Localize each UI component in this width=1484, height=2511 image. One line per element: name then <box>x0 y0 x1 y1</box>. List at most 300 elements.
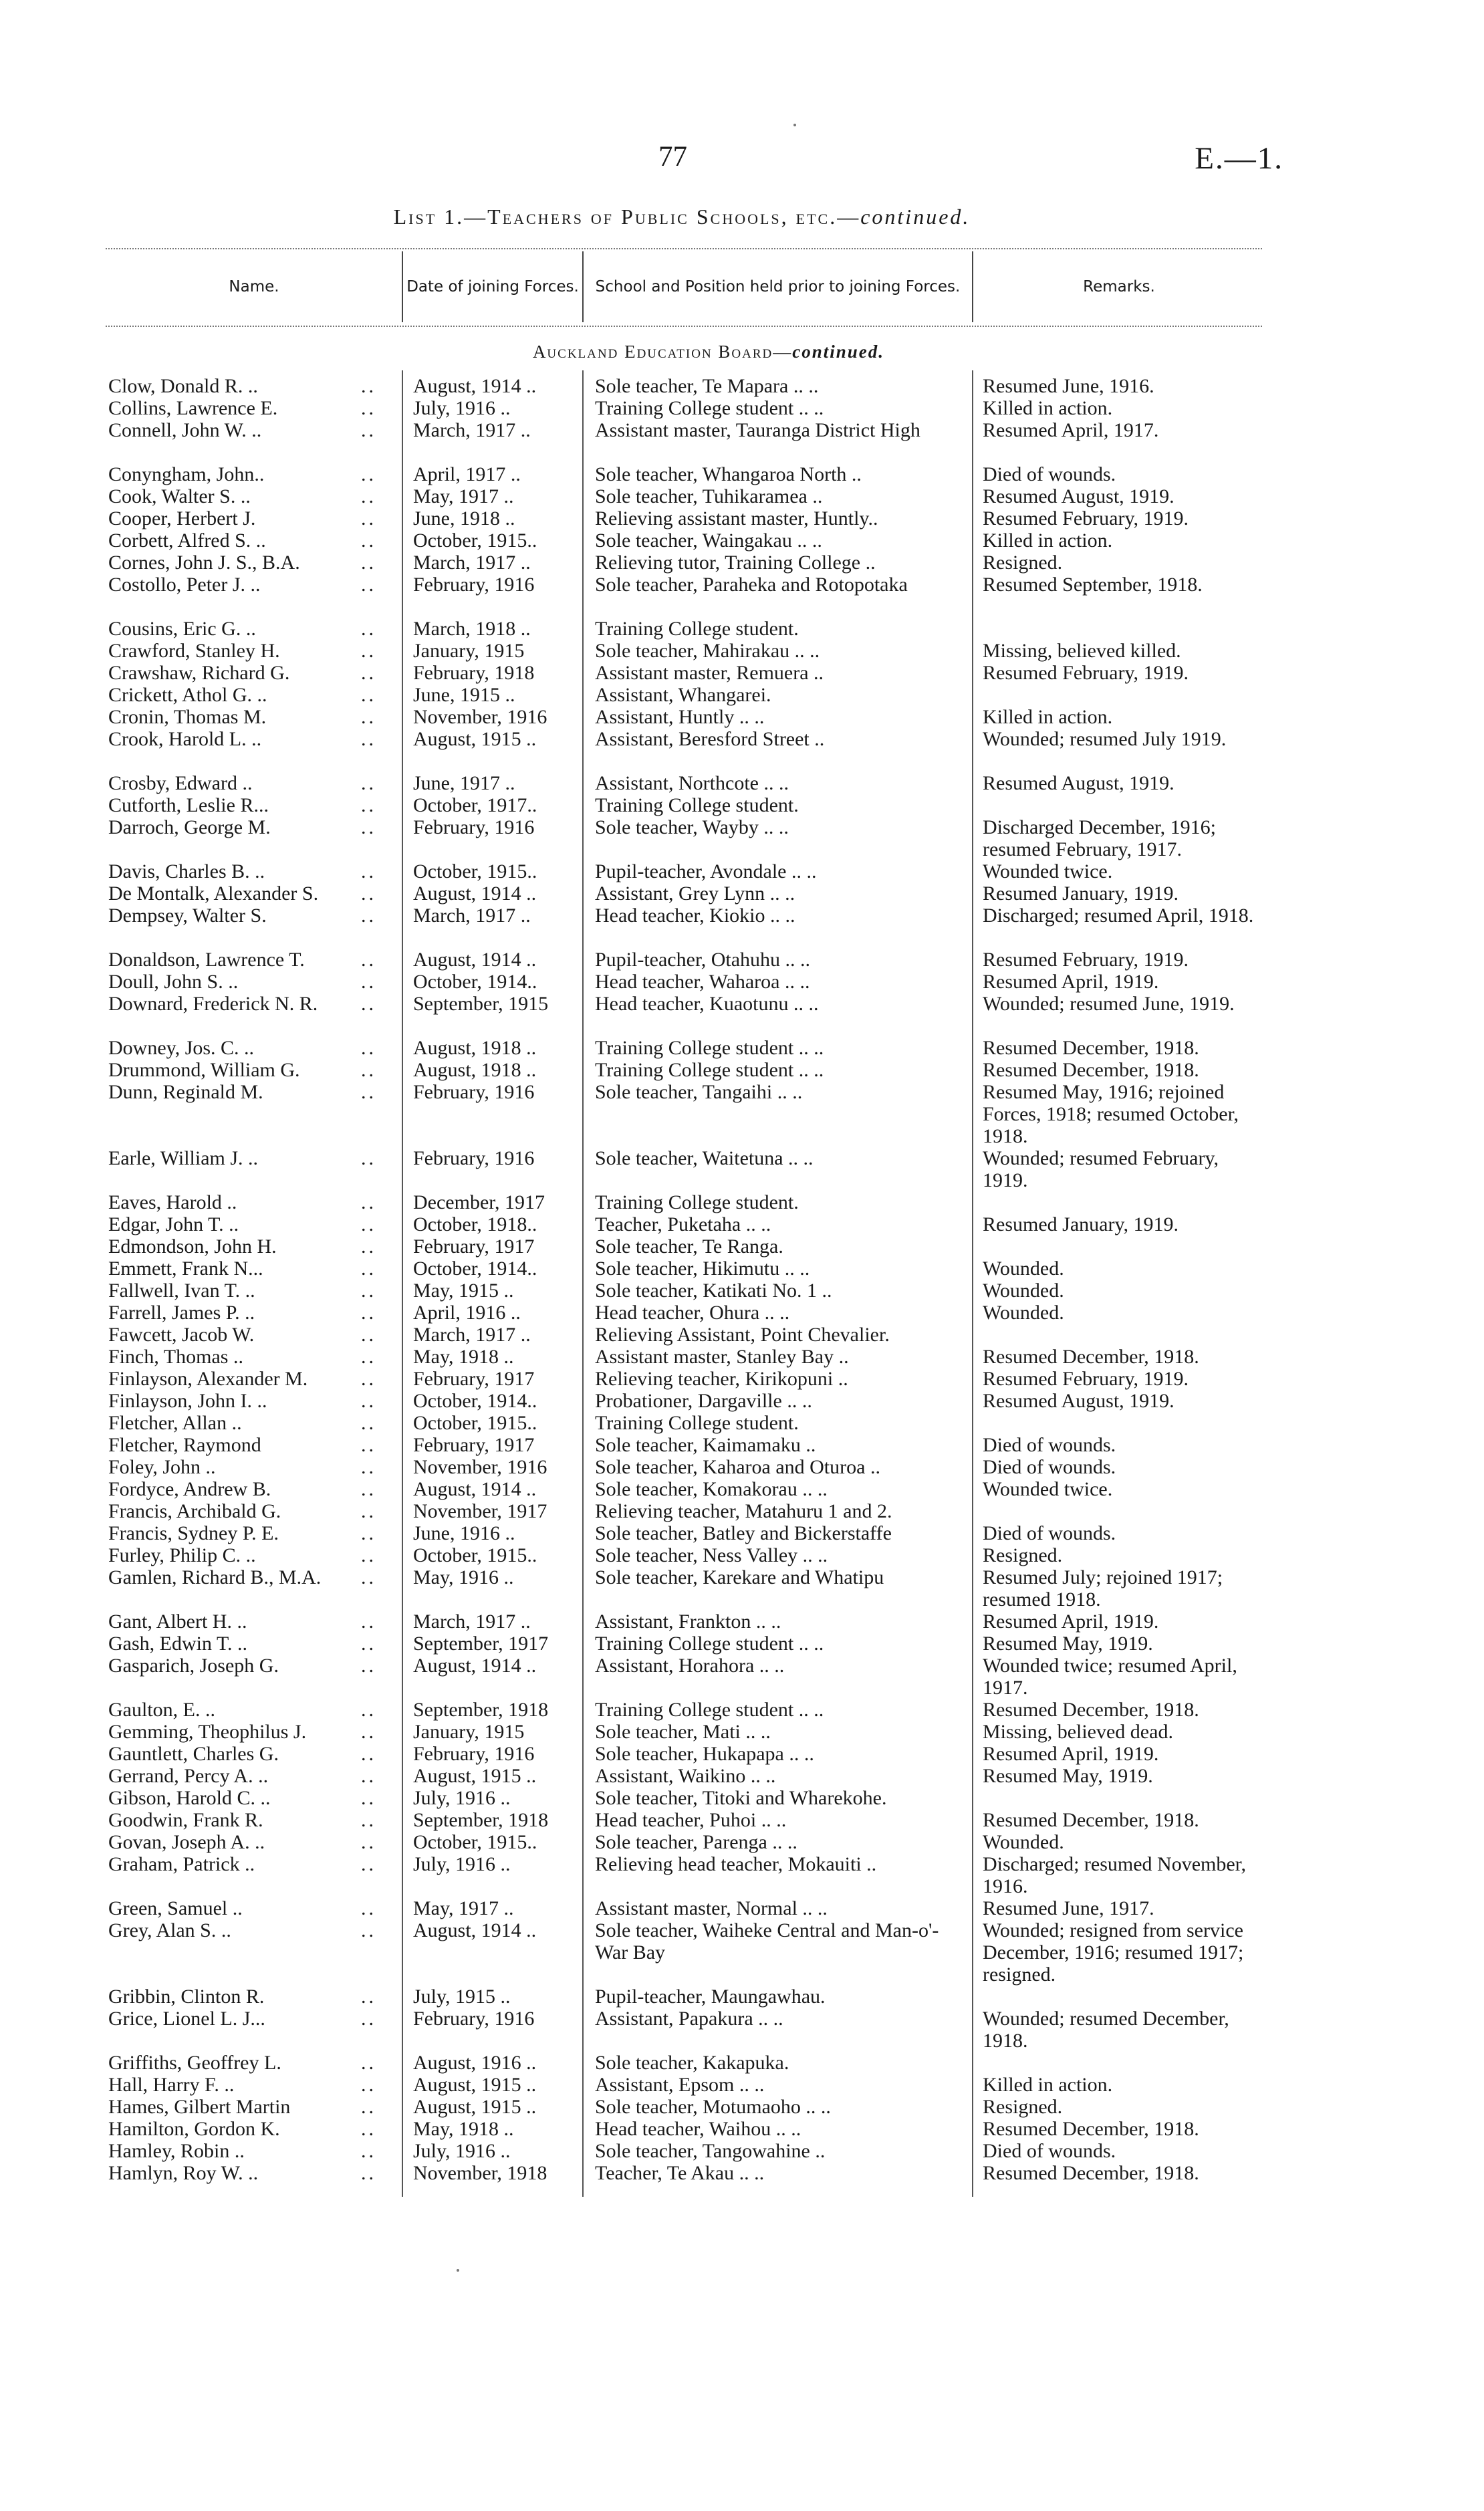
section-heading-text: Auckland Education Board— <box>532 342 793 362</box>
row-name: Gaulton, E. .. <box>108 1699 215 1721</box>
row-name: Davis, Charles B. .. <box>108 860 265 882</box>
row-school: Probationer, Dargaville .. .. <box>595 1390 812 1412</box>
row-date: September, 1915 <box>413 993 549 1015</box>
row-school: Sole teacher, Mati .. .. <box>595 1721 771 1743</box>
row-remarks: Resumed June, 1917. <box>983 1897 1154 1919</box>
row-leader: .. <box>361 1235 376 1258</box>
row-leader: .. <box>361 971 376 993</box>
row-date: September, 1917 <box>413 1633 549 1655</box>
row-leader: .. <box>361 1655 376 1677</box>
row-school: Teacher, Puketaha .. .. <box>595 1213 771 1235</box>
row-date: October, 1915.. <box>413 1412 537 1434</box>
row-leader: .. <box>361 1986 376 2008</box>
row-remarks: Wounded twice; resumed April, 1917. <box>983 1655 1237 1699</box>
row-leader: .. <box>361 2074 376 2096</box>
row-remarks: Wounded; resumed June, 1919. <box>983 993 1235 1015</box>
row-name: Doull, John S. .. <box>108 971 239 993</box>
row-school: Training College student .. .. <box>595 1059 824 1081</box>
row-leader: .. <box>361 1037 376 1059</box>
row-name: Hames, Gilbert Martin <box>108 2096 291 2118</box>
row-leader: .. <box>361 1610 376 1633</box>
row-date: March, 1917 .. <box>413 1610 531 1633</box>
row-name: Hamilton, Gordon K. <box>108 2118 280 2140</box>
row-name: Francis, Archibald G. <box>108 1500 281 1522</box>
row-leader: .. <box>361 2052 376 2074</box>
row-remarks: Resumed May, 1916; rejoined Forces, 1918; resumed October, 1918. <box>983 1081 1239 1147</box>
row-school: Assistant, Whangarei. <box>595 684 771 706</box>
row-name: Collins, Lawrence E. <box>108 397 278 419</box>
row-school: Relieving Assistant, Point Chevalier. <box>595 1324 890 1346</box>
row-name: Gasparich, Joseph G. <box>108 1655 279 1677</box>
row-school: Sole teacher, Waingakau .. .. <box>595 529 822 552</box>
row-remarks: Resumed May, 1919. <box>983 1765 1153 1787</box>
row-date: April, 1917 .. <box>413 463 521 485</box>
row-school: Assistant, Grey Lynn .. .. <box>595 882 795 905</box>
row-leader: .. <box>361 1544 376 1566</box>
row-school: Assistant, Huntly .. .. <box>595 706 765 728</box>
row-school: Training College student. <box>595 1191 799 1213</box>
row-school: Relieving tutor, Training College .. <box>595 552 876 574</box>
row-remarks: Missing, believed killed. <box>983 640 1181 662</box>
row-name: Griffiths, Geoffrey L. <box>108 2052 281 2074</box>
row-leader: .. <box>361 640 376 662</box>
row-date: April, 1916 .. <box>413 1302 521 1324</box>
row-school: Relieving teacher, Kirikopuni .. <box>595 1368 848 1390</box>
row-name: Furley, Philip C. .. <box>108 1544 256 1566</box>
document-reference: E.—1. <box>1195 141 1283 176</box>
row-remarks: Wounded twice. <box>983 1478 1113 1500</box>
row-date: March, 1917 .. <box>413 552 531 574</box>
row-leader: .. <box>361 2118 376 2140</box>
row-name: Grice, Lionel L. J... <box>108 2008 265 2030</box>
row-school: Head teacher, Ohura .. .. <box>595 1302 790 1324</box>
row-name: Francis, Sydney P. E. <box>108 1522 279 1544</box>
row-date: August, 1914 .. <box>413 1655 537 1677</box>
row-date: February, 1917 <box>413 1434 535 1456</box>
row-date: May, 1917 .. <box>413 1897 514 1919</box>
row-school: Sole teacher, Mahirakau .. .. <box>595 640 820 662</box>
row-leader: .. <box>361 2008 376 2030</box>
row-remarks: Died of wounds. <box>983 1522 1116 1544</box>
row-remarks: Died of wounds. <box>983 463 1116 485</box>
row-name: Foley, John .. <box>108 1456 216 1478</box>
row-leader: .. <box>361 419 376 441</box>
row-leader: .. <box>361 1081 376 1103</box>
row-date: August, 1914 .. <box>413 882 537 905</box>
row-leader: .. <box>361 1721 376 1743</box>
row-name: Crook, Harold L. .. <box>108 728 262 750</box>
row-remarks: Resumed January, 1919. <box>983 882 1179 905</box>
row-school: Sole teacher, Waiheke Central and Man-o'-War Bay <box>595 1919 939 1963</box>
row-date: October, 1915.. <box>413 1544 537 1566</box>
row-leader: .. <box>361 397 376 419</box>
row-school: Sole teacher, Kaharoa and Oturoa .. <box>595 1456 880 1478</box>
row-name: Downard, Frederick N. R. <box>108 993 318 1015</box>
row-leader: .. <box>361 1434 376 1456</box>
row-school: Sole teacher, Komakorau .. .. <box>595 1478 828 1500</box>
row-name: Fletcher, Raymond <box>108 1434 261 1456</box>
row-date: October, 1918.. <box>413 1213 537 1235</box>
row-name: Cronin, Thomas M. <box>108 706 267 728</box>
row-remarks: Resumed February, 1919. <box>983 949 1189 971</box>
row-school: Sole teacher, Katikati No. 1 .. <box>595 1280 832 1302</box>
column-header-date: Date of joining Forces. <box>406 277 579 295</box>
row-name: Crosby, Edward .. <box>108 772 253 794</box>
row-date: July, 1916 .. <box>413 2140 511 2162</box>
row-leader: .. <box>361 728 376 750</box>
row-name: Fletcher, Allan .. <box>108 1412 242 1434</box>
row-remarks: Resigned. <box>983 1544 1063 1566</box>
row-date: July, 1916 .. <box>413 397 511 419</box>
row-remarks: Resumed December, 1918. <box>983 1059 1199 1081</box>
row-name: Green, Samuel .. <box>108 1897 243 1919</box>
row-date: March, 1918 .. <box>413 618 531 640</box>
row-name: Edgar, John T. .. <box>108 1213 239 1235</box>
row-school: Head teacher, Puhoi .. .. <box>595 1809 787 1831</box>
row-remarks: Wounded. <box>983 1831 1064 1853</box>
row-remarks: Wounded; resumed December, 1918. <box>983 2008 1229 2052</box>
row-remarks: Killed in action. <box>983 397 1113 419</box>
row-leader: .. <box>361 1633 376 1655</box>
row-leader: .. <box>361 1213 376 1235</box>
row-name: Graham, Patrick .. <box>108 1853 255 1875</box>
row-leader: .. <box>361 993 376 1015</box>
row-name: Drummond, William G. <box>108 1059 300 1081</box>
row-name: Cornes, John J. S., B.A. <box>108 552 300 574</box>
row-date: January, 1915 <box>413 1721 525 1743</box>
row-name: Farrell, James P. .. <box>108 1302 255 1324</box>
row-leader: .. <box>361 485 376 507</box>
row-remarks: Resumed December, 1918. <box>983 1346 1199 1368</box>
row-date: August, 1918 .. <box>413 1059 537 1081</box>
row-school: Assistant, Papakura .. .. <box>595 2008 783 2030</box>
row-date: August, 1914 .. <box>413 1478 537 1500</box>
row-leader: .. <box>361 1368 376 1390</box>
row-name: Darroch, George M. <box>108 816 271 838</box>
row-name: Donaldson, Lawrence T. <box>108 949 305 971</box>
row-date: November, 1917 <box>413 1500 547 1522</box>
row-school: Sole teacher, Tuhikaramea .. <box>595 485 823 507</box>
row-remarks: Wounded. <box>983 1302 1064 1324</box>
row-remarks: Resigned. <box>983 2096 1063 2118</box>
row-name: Corbett, Alfred S. .. <box>108 529 266 552</box>
list-title-text: List 1.—Teachers of Public Schools, etc.— <box>393 205 861 229</box>
row-leader: .. <box>361 772 376 794</box>
row-school: Head teacher, Waihou .. .. <box>595 2118 801 2140</box>
row-remarks: Resumed June, 1916. <box>983 375 1154 397</box>
row-school: Sole teacher, Tangowahine .. <box>595 2140 826 2162</box>
row-name: Goodwin, Frank R. <box>108 1809 263 1831</box>
row-date: February, 1916 <box>413 816 535 838</box>
row-school: Training College student. <box>595 1412 799 1434</box>
row-name: Cutforth, Leslie R... <box>108 794 269 816</box>
row-school: Assistant master, Stanley Bay .. <box>595 1346 849 1368</box>
row-leader: .. <box>361 529 376 552</box>
row-leader: .. <box>361 1390 376 1412</box>
row-school: Assistant, Beresford Street .. <box>595 728 825 750</box>
row-leader: .. <box>361 1787 376 1809</box>
row-date: August, 1915 .. <box>413 728 537 750</box>
row-remarks: Resumed August, 1919. <box>983 772 1174 794</box>
row-date: August, 1914 .. <box>413 949 537 971</box>
row-school: Sole teacher, Kakapuka. <box>595 2052 789 2074</box>
row-date: August, 1915 .. <box>413 1765 537 1787</box>
row-school: Training College student. <box>595 618 799 640</box>
row-date: June, 1918 .. <box>413 507 515 529</box>
row-date: June, 1917 .. <box>413 772 515 794</box>
row-date: October, 1914.. <box>413 1390 537 1412</box>
row-date: August, 1914 .. <box>413 1919 537 1941</box>
row-leader: .. <box>361 949 376 971</box>
row-remarks: Resumed July; rejoined 1917; resumed 1918. <box>983 1566 1223 1610</box>
row-name: Hamlyn, Roy W. .. <box>108 2162 259 2184</box>
row-name: Dempsey, Walter S. <box>108 905 267 927</box>
row-school: Sole teacher, Whangaroa North .. <box>595 463 862 485</box>
row-school: Pupil-teacher, Otahuhu .. .. <box>595 949 811 971</box>
row-leader: .. <box>361 2096 376 2118</box>
row-leader: .. <box>361 1853 376 1875</box>
row-name: Cooper, Herbert J. <box>108 507 256 529</box>
row-remarks: Died of wounds. <box>983 2140 1116 2162</box>
row-remarks: Wounded; resumed February, 1919. <box>983 1147 1219 1191</box>
row-leader: .. <box>361 662 376 684</box>
row-remarks: Resumed April, 1919. <box>983 1743 1159 1765</box>
row-name: Finlayson, John I. .. <box>108 1390 267 1412</box>
row-leader: .. <box>361 1699 376 1721</box>
row-leader: .. <box>361 463 376 485</box>
row-school: Training College student .. .. <box>595 1037 824 1059</box>
row-name: Crawshaw, Richard G. <box>108 662 290 684</box>
row-name: Fordyce, Andrew B. <box>108 1478 271 1500</box>
row-school: Sole teacher, Tangaihi .. .. <box>595 1081 803 1103</box>
row-leader: .. <box>361 1324 376 1346</box>
row-name: Gauntlett, Charles G. <box>108 1743 279 1765</box>
row-school: Sole teacher, Te Ranga. <box>595 1235 783 1258</box>
row-remarks: Resumed February, 1919. <box>983 1368 1189 1390</box>
row-remarks: Resumed April, 1919. <box>983 971 1159 993</box>
row-leader: .. <box>361 1743 376 1765</box>
row-name: Costollo, Peter J. .. <box>108 574 261 596</box>
row-school: Sole teacher, Waitetuna .. .. <box>595 1147 814 1169</box>
row-date: March, 1917 .. <box>413 1324 531 1346</box>
row-name: Grey, Alan S. .. <box>108 1919 231 1941</box>
row-name: Gemming, Theophilus J. <box>108 1721 307 1743</box>
row-remarks: Discharged; resumed November, 1916. <box>983 1853 1246 1897</box>
row-remarks: Resumed April, 1917. <box>983 419 1159 441</box>
row-date: December, 1917 <box>413 1191 545 1213</box>
row-name: Gerrand, Percy A. .. <box>108 1765 269 1787</box>
row-date: February, 1918 <box>413 662 535 684</box>
row-date: February, 1916 <box>413 2008 535 2030</box>
row-name: Emmett, Frank N... <box>108 1258 263 1280</box>
row-remarks: Wounded; resigned from service December, 1916; resumed 1917; resigned. <box>983 1919 1244 1986</box>
row-name: Gant, Albert H. .. <box>108 1610 247 1633</box>
row-leader: .. <box>361 574 376 596</box>
row-name: Gribbin, Clinton R. <box>108 1986 265 2008</box>
row-remarks: Discharged December, 1916; resumed February, 1917. <box>983 816 1216 860</box>
row-leader: .. <box>361 1831 376 1853</box>
row-leader: .. <box>361 552 376 574</box>
row-remarks: Resumed December, 1918. <box>983 1699 1199 1721</box>
row-school: Sole teacher, Te Mapara .. .. <box>595 375 819 397</box>
row-date: October, 1914.. <box>413 971 537 993</box>
row-remarks: Resumed December, 1918. <box>983 1037 1199 1059</box>
speck <box>457 2269 459 2272</box>
page-number: 77 <box>658 141 687 172</box>
row-leader: .. <box>361 1059 376 1081</box>
row-date: May, 1915 .. <box>413 1280 514 1302</box>
row-date: July, 1915 .. <box>413 1986 511 2008</box>
row-remarks: Resigned. <box>983 552 1063 574</box>
row-name: Clow, Donald R. .. <box>108 375 258 397</box>
row-name: Crawford, Stanley H. <box>108 640 280 662</box>
row-leader: .. <box>361 1191 376 1213</box>
row-date: June, 1916 .. <box>413 1522 515 1544</box>
row-remarks: Resumed January, 1919. <box>983 1213 1179 1235</box>
row-leader: .. <box>361 1765 376 1787</box>
row-school: Training College student .. .. <box>595 397 824 419</box>
row-date: June, 1915 .. <box>413 684 515 706</box>
row-school: Teacher, Te Akau .. .. <box>595 2162 765 2184</box>
row-leader: .. <box>361 1478 376 1500</box>
row-date: February, 1916 <box>413 574 535 596</box>
row-name: Gamlen, Richard B., M.A. <box>108 1566 322 1588</box>
row-school: Head teacher, Waharoa .. .. <box>595 971 810 993</box>
row-school: Sole teacher, Motumaoho .. .. <box>595 2096 831 2118</box>
row-school: Assistant, Horahora .. .. <box>595 1655 785 1677</box>
row-name: Finlayson, Alexander M. <box>108 1368 308 1390</box>
row-date: February, 1916 <box>413 1147 535 1169</box>
column-header-remarks: Remarks. <box>1083 277 1155 295</box>
row-remarks: Discharged; resumed April, 1918. <box>983 905 1254 927</box>
section-heading-continued: continued. <box>792 342 885 362</box>
row-school: Sole teacher, Paraheka and Rotopotaka <box>595 574 908 596</box>
row-name: Fawcett, Jacob W. <box>108 1324 255 1346</box>
row-date: February, 1916 <box>413 1081 535 1103</box>
row-school: Head teacher, Kiokio .. .. <box>595 905 795 927</box>
row-remarks: Killed in action. <box>983 706 1113 728</box>
row-date: September, 1918 <box>413 1809 549 1831</box>
row-date: August, 1918 .. <box>413 1037 537 1059</box>
row-remarks: Missing, believed dead. <box>983 1721 1173 1743</box>
column-header-school: School and Position held prior to joining Forces. <box>595 277 961 295</box>
row-name: Hamley, Robin .. <box>108 2140 245 2162</box>
row-school: Relieving head teacher, Mokauiti .. <box>595 1853 877 1875</box>
row-school: Assistant, Epsom .. .. <box>595 2074 765 2096</box>
row-name: Gibson, Harold C. .. <box>108 1787 271 1809</box>
row-date: October, 1915.. <box>413 860 537 882</box>
row-school: Sole teacher, Karekare and Whatipu <box>595 1566 884 1588</box>
row-school: Training College student. <box>595 794 799 816</box>
row-remarks: Wounded; resumed July 1919. <box>983 728 1227 750</box>
row-remarks: Resumed December, 1918. <box>983 2118 1199 2140</box>
row-leader: .. <box>361 1302 376 1324</box>
row-leader: .. <box>361 375 376 397</box>
row-school: Sole teacher, Wayby .. .. <box>595 816 789 838</box>
row-name: Connell, John W. .. <box>108 419 262 441</box>
row-school: Training College student .. .. <box>595 1699 824 1721</box>
row-name: Cousins, Eric G. .. <box>108 618 256 640</box>
row-remarks: Resumed August, 1919. <box>983 485 1174 507</box>
row-date: May, 1917 .. <box>413 485 514 507</box>
row-date: October, 1917.. <box>413 794 537 816</box>
row-date: July, 1916 .. <box>413 1787 511 1809</box>
row-leader: .. <box>361 882 376 905</box>
row-leader: .. <box>361 684 376 706</box>
row-leader: .. <box>361 860 376 882</box>
column-header-name: Name. <box>229 277 279 295</box>
row-school: Training College student .. .. <box>595 1633 824 1655</box>
row-remarks: Wounded. <box>983 1280 1064 1302</box>
row-date: May, 1918 .. <box>413 2118 514 2140</box>
row-remarks: Resumed September, 1918. <box>983 574 1203 596</box>
row-date: November, 1916 <box>413 706 547 728</box>
row-date: October, 1915.. <box>413 1831 537 1853</box>
row-leader: .. <box>361 1919 376 1941</box>
row-date: August, 1915 .. <box>413 2096 537 2118</box>
row-remarks: Resumed February, 1919. <box>983 662 1189 684</box>
row-school: Relieving assistant master, Huntly.. <box>595 507 878 529</box>
row-school: Assistant, Northcote .. .. <box>595 772 789 794</box>
row-name: Eaves, Harold .. <box>108 1191 237 1213</box>
row-remarks: Died of wounds. <box>983 1456 1116 1478</box>
row-name: Crickett, Athol G. .. <box>108 684 267 706</box>
row-remarks: Resumed April, 1919. <box>983 1610 1159 1633</box>
row-remarks: Resumed May, 1919. <box>983 1633 1153 1655</box>
row-leader: .. <box>361 507 376 529</box>
row-leader: .. <box>361 1258 376 1280</box>
row-school: Sole teacher, Hukapapa .. .. <box>595 1743 814 1765</box>
row-name: Edmondson, John H. <box>108 1235 277 1258</box>
row-leader: .. <box>361 2140 376 2162</box>
row-name: Cook, Walter S. .. <box>108 485 251 507</box>
row-leader: .. <box>361 618 376 640</box>
row-remarks: Resumed August, 1919. <box>983 1390 1174 1412</box>
row-leader: .. <box>361 1346 376 1368</box>
row-leader: .. <box>361 1147 376 1169</box>
row-leader: .. <box>361 1412 376 1434</box>
row-school: Relieving teacher, Matahuru 1 and 2. <box>595 1500 892 1522</box>
row-school: Sole teacher, Kaimamaku .. <box>595 1434 816 1456</box>
row-leader: .. <box>361 1566 376 1588</box>
row-date: February, 1917 <box>413 1368 535 1390</box>
row-name: Dunn, Reginald M. <box>108 1081 263 1103</box>
row-name: De Montalk, Alexander S. <box>108 882 319 905</box>
row-name: Conyngham, John.. <box>108 463 265 485</box>
row-leader: .. <box>361 1456 376 1478</box>
row-leader: .. <box>361 1500 376 1522</box>
row-remarks: Wounded. <box>983 1258 1064 1280</box>
row-remarks: Wounded twice. <box>983 860 1113 882</box>
row-school: Assistant master, Remuera .. <box>595 662 824 684</box>
row-leader: .. <box>361 2162 376 2184</box>
row-name: Finch, Thomas .. <box>108 1346 243 1368</box>
list-title-continued: continued. <box>860 205 971 229</box>
row-name: Gash, Edwin T. .. <box>108 1633 248 1655</box>
row-remarks: Resumed February, 1919. <box>983 507 1189 529</box>
row-school: Assistant master, Normal .. .. <box>595 1897 828 1919</box>
row-leader: .. <box>361 794 376 816</box>
speck <box>793 124 796 126</box>
row-leader: .. <box>361 1280 376 1302</box>
row-school: Assistant, Waikino .. .. <box>595 1765 776 1787</box>
row-leader: .. <box>361 905 376 927</box>
row-school: Sole teacher, Hikimutu .. .. <box>595 1258 810 1280</box>
row-name: Earle, William J. .. <box>108 1147 259 1169</box>
row-school: Sole teacher, Titoki and Wharekohe. <box>595 1787 887 1809</box>
row-date: August, 1914 .. <box>413 375 537 397</box>
row-date: February, 1917 <box>413 1235 535 1258</box>
